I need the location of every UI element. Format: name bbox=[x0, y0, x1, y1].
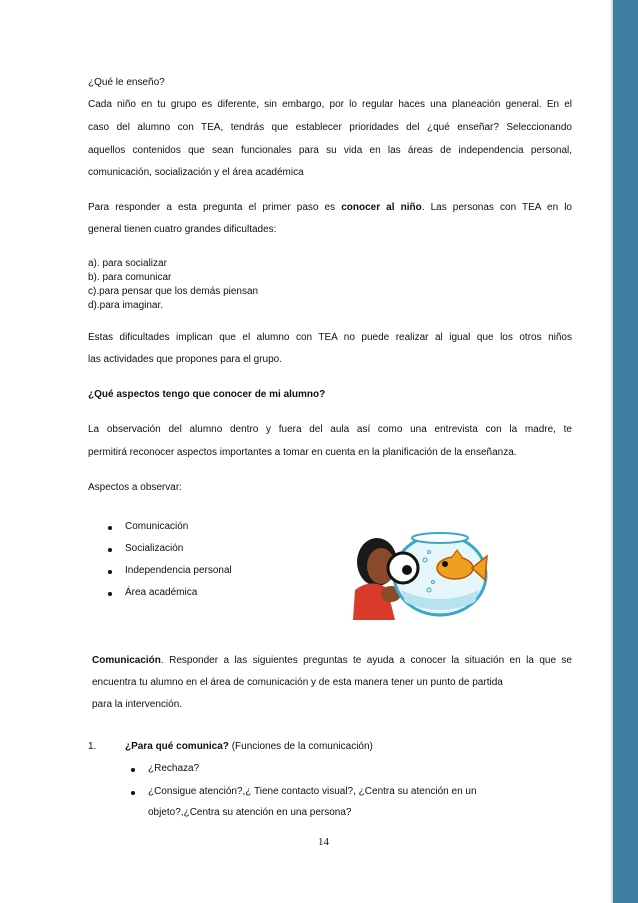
para1-line4: comunicación, socialización y el área académica bbox=[88, 167, 304, 178]
heading-que-le-enseno: ¿Qué le enseño? bbox=[88, 77, 165, 88]
subitem-atencion: ¿Consigue atención?,¿ Tiene contacto visual?, ¿Centra su atención en un bbox=[148, 786, 477, 797]
heading-aspectos bbox=[88, 388, 572, 402]
heading-aspectos-text: ¿Qué aspectos tengo que conocer de mi alumno? bbox=[88, 389, 326, 400]
aspect-comunicacion: Comunicación bbox=[125, 521, 189, 532]
para3-line2: las actividades que propones para el grupo. bbox=[88, 354, 283, 365]
bullet-icon bbox=[108, 592, 112, 596]
bullet-icon bbox=[108, 526, 112, 530]
para1-line1: Cada niño en tu grupo es diferente, sin embargo, por lo regular haces una planeación general. En el bbox=[88, 99, 572, 110]
difficulty-a: a). para socializar bbox=[88, 258, 167, 269]
para4-line2: permitirá reconocer aspectos importantes a tomar en cuenta en la planificación de la enseñanza. bbox=[88, 447, 517, 458]
aspect-independencia: Independencia personal bbox=[125, 565, 232, 576]
para1-line2: caso del alumno con TEA, tendrás que establecer prioridades del ¿qué enseñar? Seleccionando bbox=[88, 122, 572, 133]
para5-bold: Comunicación bbox=[92, 655, 161, 666]
para2-line2: general tienen cuatro grandes dificultades: bbox=[88, 224, 277, 235]
child-fishbowl-illustration bbox=[345, 520, 495, 620]
para4-line1: La observación del alumno dentro y fuera del aula así como una entrevista con la madre, te bbox=[88, 424, 572, 435]
aspect-socializacion: Socialización bbox=[125, 543, 184, 554]
difficulty-b: b). para comunicar bbox=[88, 272, 172, 283]
para5-line1 bbox=[92, 654, 572, 668]
para5-post: . Responder a las siguientes preguntas te ayuda a conocer la situación en la que se bbox=[160, 655, 572, 666]
para2-pre: Para responder a esta pregunta el primer paso es bbox=[88, 202, 342, 213]
side-bar bbox=[613, 0, 638, 903]
item1-number: 1. bbox=[88, 741, 97, 752]
para5-line2: encuentra tu alumno en el área de comunicación y de esta manera tener un punto de partida bbox=[92, 677, 503, 688]
aspects-label: Aspectos a observar: bbox=[88, 482, 182, 493]
difficulty-d: d).para imaginar. bbox=[88, 300, 164, 311]
para5-line3: para la intervención. bbox=[92, 699, 183, 710]
para3-line1: Estas dificultades implican que el alumno con TEA no puede realizar al igual que los otros niños bbox=[88, 332, 572, 343]
bullet-icon bbox=[131, 791, 135, 795]
para2-line1 bbox=[88, 201, 572, 215]
item1-bold: ¿Para qué comunica? bbox=[125, 741, 229, 752]
bullet-icon bbox=[108, 570, 112, 574]
bullet-icon bbox=[131, 768, 135, 772]
bullet-icon bbox=[108, 548, 112, 552]
para2-bold: conocer al niño bbox=[341, 202, 422, 213]
difficulty-c: c).para pensar que los demás piensan bbox=[88, 286, 259, 297]
aspect-academica: Área académica bbox=[125, 587, 198, 598]
item1-rest: (Funciones de la comunicación) bbox=[228, 741, 373, 752]
para1-line3: aquellos contenidos que sean funcionales para su vida en las áreas de independencia personal, bbox=[88, 145, 572, 156]
para2-post: . Las personas con TEA en lo bbox=[421, 202, 572, 213]
item1-text bbox=[125, 740, 609, 754]
page-number: 14 bbox=[318, 836, 329, 848]
subitem-rechaza: ¿Rechaza? bbox=[148, 763, 200, 774]
subitem-atencion-cont: objeto?,¿Centra su atención en una persona? bbox=[148, 807, 352, 818]
